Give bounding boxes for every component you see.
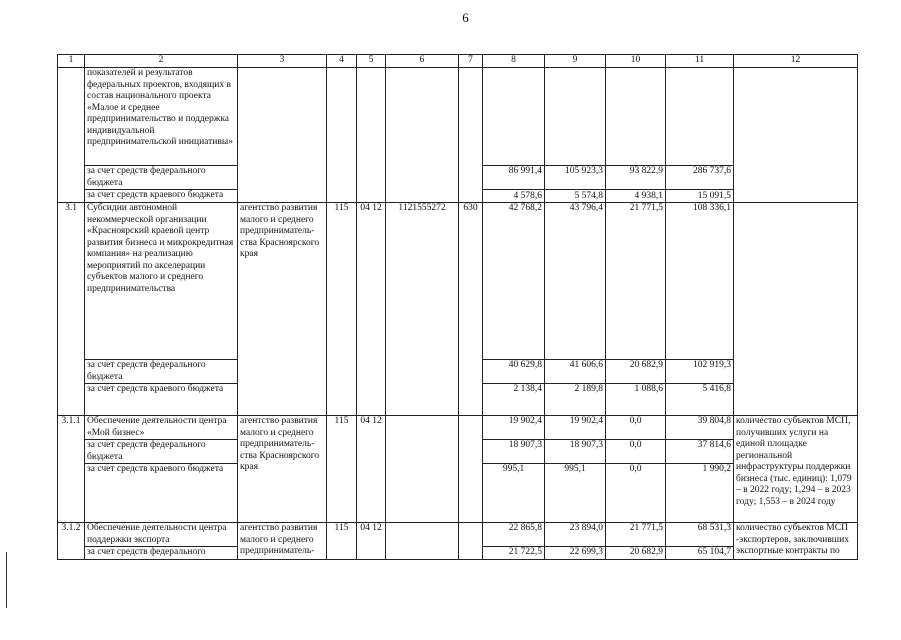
- value-cell: 995,1: [545, 464, 606, 523]
- value-cell: 18 907,3: [483, 440, 545, 464]
- col-header: 12: [734, 55, 858, 68]
- value-cell: 1 990,2: [666, 464, 734, 523]
- col-header: 3: [238, 55, 327, 68]
- col-header: 7: [459, 55, 483, 68]
- value-cell: 108 336,1: [666, 203, 734, 360]
- value-cell: 2 189,8: [545, 384, 606, 416]
- row-number: 3.1.1: [58, 416, 85, 523]
- column-numbers-row: [58, 55, 858, 68]
- value-cell: 0,0: [606, 416, 666, 440]
- value-cell: 23 894,0: [545, 523, 606, 547]
- value-cell: 0,0: [606, 440, 666, 464]
- expense-type-code: 630: [459, 203, 483, 416]
- value-cell: 18 907,3: [545, 440, 606, 464]
- col-header: 10: [606, 55, 666, 68]
- table-row: [58, 203, 858, 360]
- scan-margin-line: [6, 552, 7, 608]
- table-row: [58, 416, 858, 440]
- row-label: за счет средств краевого бюджета: [85, 384, 238, 416]
- value-cell: 19 902,4: [545, 416, 606, 440]
- row-description: Обеспечение деятельности центра поддержки экспорта: [85, 523, 238, 547]
- value-cell: 21 771,5: [606, 203, 666, 360]
- value-cell: 20 682,9: [606, 360, 666, 384]
- row-label: за счет средств краевого бюджета: [85, 464, 238, 523]
- col-header: 4: [327, 55, 357, 68]
- page-number: 6: [462, 10, 469, 25]
- responsible-agency: агентство развития малого и среднего предприниматель-: [238, 523, 327, 560]
- row-description: показателей и результатов федеральных проектов, входящих в состав национального проекта «Малое и среднее предпринимательство и поддержка индивидуальной предпринимательской инициативы»: [85, 68, 238, 166]
- row-label: за счет средств федерального бюджета: [85, 166, 238, 190]
- row-label: за счет средств федерального бюджета: [85, 360, 238, 384]
- col-header: 6: [386, 55, 459, 68]
- value-cell: 68 531,3: [666, 523, 734, 547]
- section-code: 04 12: [357, 203, 386, 416]
- row-number: 3.1.2: [58, 523, 85, 560]
- value-cell: 102 919,3: [666, 360, 734, 384]
- result-indicator: количество субъектов МСП -экспортеров, заключивших экспортные контракты по: [734, 523, 858, 560]
- row-description: Обеспечение деятельности центра «Мой бизнес»: [85, 416, 238, 440]
- value-cell: 20 682,9: [606, 547, 666, 560]
- table-row: [58, 68, 858, 166]
- value-cell: 40 629,8: [483, 360, 545, 384]
- responsible-agency: агентство развития малого и среднего предприниматель-ства Красноярского края: [238, 203, 327, 416]
- value-cell: 286 737,6: [666, 166, 734, 190]
- result-indicator: количество субъектов МСП, получивших услуги на единой площадке региональной инфраструктуры поддержки бизнеса (тыс. единиц): 1,079 – в 2022 году; 1,294 – в 2023 году; 1,553 – в 2024 году: [734, 416, 858, 523]
- col-header: 8: [483, 55, 545, 68]
- col-header: 9: [545, 55, 606, 68]
- value-cell: 21 722,5: [483, 547, 545, 560]
- responsible-agency: агентство развития малого и среднего предприниматель-ства Красноярского края: [238, 416, 327, 523]
- value-cell: 42 768,2: [483, 203, 545, 360]
- value-cell: 86 991,4: [483, 166, 545, 190]
- value-cell: 0,0: [606, 464, 666, 523]
- row-label: за счет средств федерального: [85, 547, 238, 560]
- col-header: 11: [666, 55, 734, 68]
- program-table: [57, 54, 858, 560]
- grbs-code: 115: [327, 416, 357, 523]
- col-header: 2: [85, 55, 238, 68]
- value-cell: 39 804,8: [666, 416, 734, 440]
- row-number: 3.1: [58, 203, 85, 416]
- value-cell: 105 923,3: [545, 166, 606, 190]
- grbs-code: 115: [327, 203, 357, 416]
- row-label: за счет средств федерального бюджета: [85, 440, 238, 464]
- table-row: [58, 523, 858, 547]
- value-cell: 5 574,8: [545, 190, 606, 203]
- value-cell: 41 606,6: [545, 360, 606, 384]
- value-cell: 15 091,5: [666, 190, 734, 203]
- value-cell: 22 699,3: [545, 547, 606, 560]
- value-cell: 65 104,7: [666, 547, 734, 560]
- value-cell: 4 938,1: [606, 190, 666, 203]
- value-cell: 2 138,4: [483, 384, 545, 416]
- value-cell: 1 088,6: [606, 384, 666, 416]
- value-cell: 21 771,5: [606, 523, 666, 547]
- value-cell: 37 814,6: [666, 440, 734, 464]
- row-label: за счет средств краевого бюджета: [85, 190, 238, 203]
- value-cell: 5 416,8: [666, 384, 734, 416]
- value-cell: 995,1: [483, 464, 545, 523]
- section-code: 04 12: [357, 416, 386, 523]
- col-header: 5: [357, 55, 386, 68]
- section-code: 04 12: [357, 523, 386, 560]
- col-header: 1: [58, 55, 85, 68]
- value-cell: 4 578,6: [483, 190, 545, 203]
- value-cell: 93 822,9: [606, 166, 666, 190]
- value-cell: 22 865,8: [483, 523, 545, 547]
- target-article-code: 1121555272: [386, 203, 459, 416]
- row-description: Субсидии автономной некоммерческой организации «Красноярский краевой центр развития бизнеса и микрокредитная компания» на реализацию мероприятий по акселерации субъектов малого и среднего предпринимательства: [85, 203, 238, 360]
- grbs-code: 115: [327, 523, 357, 560]
- value-cell: 19 902,4: [483, 416, 545, 440]
- value-cell: 43 796,4: [545, 203, 606, 360]
